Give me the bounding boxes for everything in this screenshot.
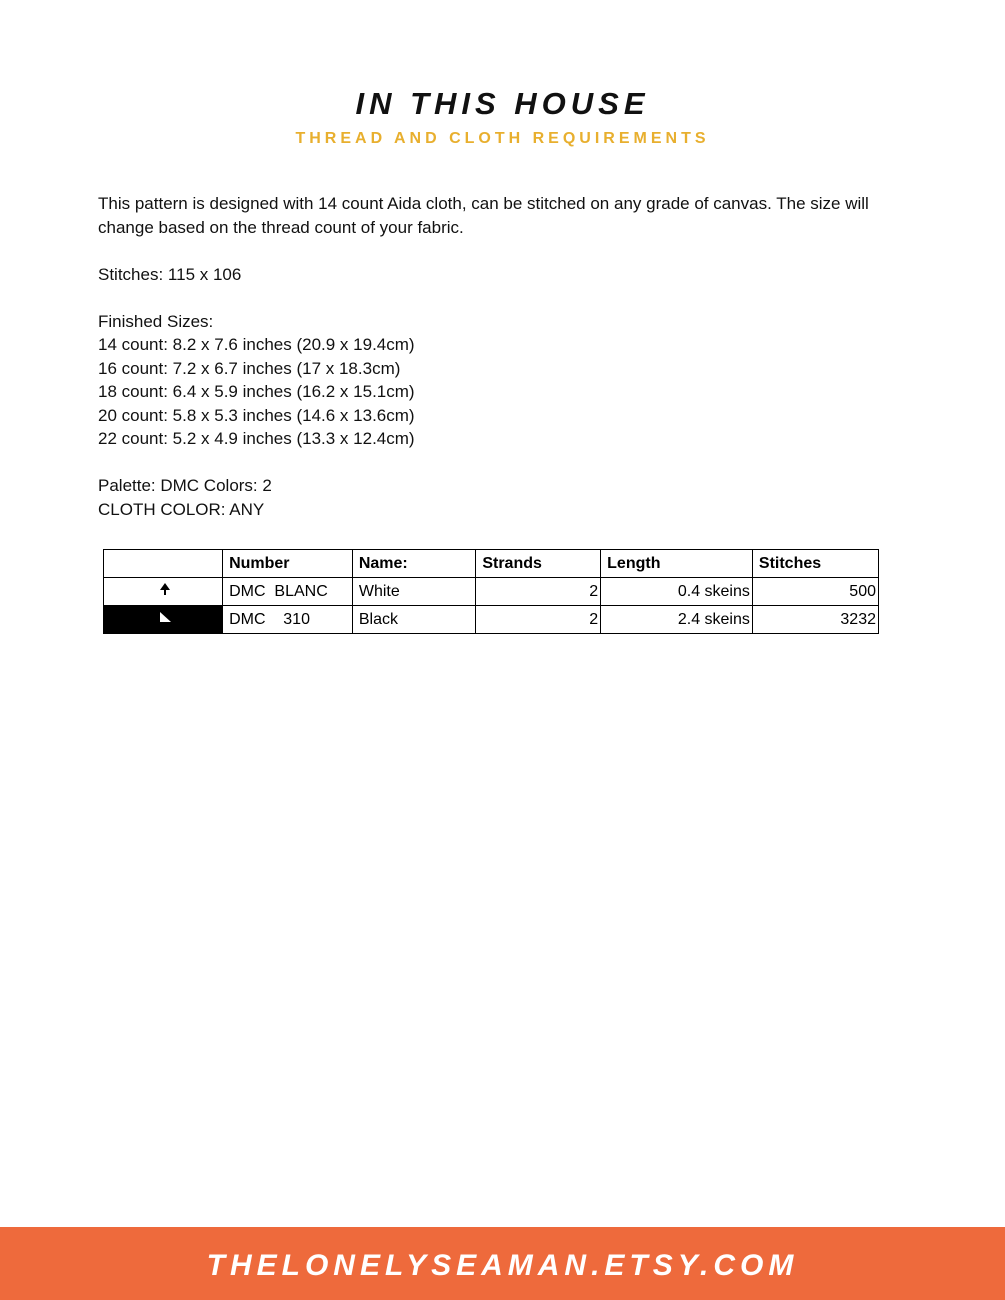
table-row — [104, 578, 879, 606]
stitches-cell: 500 — [752, 578, 878, 606]
cloth-color-line: CLOTH COLOR: ANY — [98, 499, 265, 519]
number-cell: DMC BLANC — [223, 578, 353, 606]
palette-line: Palette: DMC Colors: 2 — [98, 476, 272, 495]
page-subtitle: THREAD AND CLOTH REQUIREMENTS — [295, 130, 710, 147]
finished-sizes-label: Finished Sizes: — [98, 311, 214, 331]
page-title: IN THIS HOUSE — [355, 86, 650, 121]
stitch-count: Stitches: 115 x 106 — [98, 264, 242, 284]
strands-cell: 2 — [476, 578, 601, 606]
header-number: Number — [223, 550, 353, 578]
footer-banner — [0, 1227, 1005, 1300]
size-line: 20 count: 5.8 x 5.3 inches (14.6 x 13.6cm) — [98, 405, 415, 425]
table-header-row — [104, 550, 879, 578]
header-symbol — [104, 550, 223, 578]
triangle-symbol-icon — [158, 610, 172, 624]
symbol-cell — [104, 578, 223, 606]
spade-symbol-icon — [158, 582, 172, 596]
length-cell: 2.4 skeins — [601, 606, 753, 634]
requirements-text — [98, 192, 918, 521]
header-name: Name: — [352, 550, 475, 578]
length-cell: 0.4 skeins — [601, 578, 753, 606]
header-length: Length — [601, 550, 753, 578]
size-line: 18 count: 6.4 x 5.9 inches (16.2 x 15.1cm) — [98, 382, 415, 401]
size-line: 14 count: 8.2 x 7.6 inches (20.9 x 19.4cm) — [98, 335, 415, 354]
table-row — [104, 606, 879, 634]
size-line: 16 count: 7.2 x 6.7 inches (17 x 18.3cm) — [98, 358, 401, 378]
thread-table — [103, 549, 879, 634]
stitches-cell: 3232 — [752, 606, 878, 634]
intro-paragraph: This pattern is designed with 14 count Aida cloth, can be stitched on any grade of canvas. The size will change based on the thread count of your fabric. — [98, 194, 869, 237]
footer-shop-url: THELONELYSEAMAN.ETSY.COM — [206, 1249, 799, 1282]
number-cell: DMC 310 — [223, 606, 353, 634]
name-cell: Black — [352, 606, 475, 634]
name-cell: White — [352, 578, 475, 606]
size-line: 22 count: 5.2 x 4.9 inches (13.3 x 12.4cm) — [98, 429, 415, 448]
symbol-cell — [104, 606, 223, 634]
header-strands: Strands — [476, 550, 601, 578]
header-stitches: Stitches — [752, 550, 878, 578]
strands-cell: 2 — [476, 606, 601, 634]
